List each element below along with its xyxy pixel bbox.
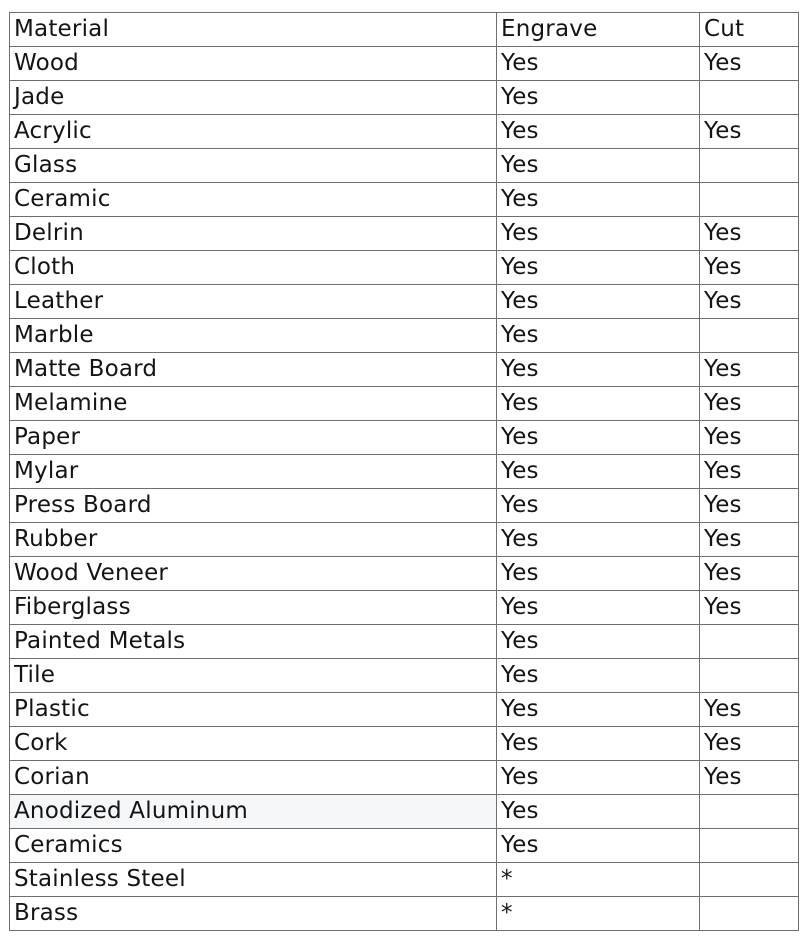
material-cell: Fiberglass: [10, 591, 497, 625]
engrave-cell: Yes: [497, 557, 700, 591]
table-row: [10, 149, 799, 183]
cut-cell: Yes: [700, 557, 799, 591]
table-row: [10, 795, 799, 829]
cut-cell: Yes: [700, 421, 799, 455]
engrave-cell: Yes: [497, 319, 700, 353]
engrave-cell: Yes: [497, 591, 700, 625]
header-material: Material: [10, 13, 497, 47]
table-row: [10, 625, 799, 659]
engrave-cell: Yes: [497, 659, 700, 693]
material-cell: Leather: [10, 285, 497, 319]
table-row: [10, 115, 799, 149]
materials-sheet: [9, 12, 799, 931]
material-cell: Anodized Aluminum: [10, 795, 497, 829]
material-cell: Tile: [10, 659, 497, 693]
table-row: [10, 421, 799, 455]
cut-cell: [700, 625, 799, 659]
table-row: [10, 863, 799, 897]
material-cell: Wood: [10, 47, 497, 81]
material-cell: Melamine: [10, 387, 497, 421]
engrave-cell: Yes: [497, 455, 700, 489]
cut-cell: Yes: [700, 47, 799, 81]
header-row: [10, 13, 799, 47]
table-row: [10, 761, 799, 795]
material-cell: Plastic: [10, 693, 497, 727]
engrave-cell: Yes: [497, 795, 700, 829]
material-cell: Paper: [10, 421, 497, 455]
cut-cell: [700, 863, 799, 897]
engrave-cell: Yes: [497, 217, 700, 251]
table-row: [10, 489, 799, 523]
material-cell: Brass: [10, 897, 497, 931]
material-cell: Press Board: [10, 489, 497, 523]
cut-cell: Yes: [700, 523, 799, 557]
materials-table: [9, 12, 799, 931]
engrave-cell: Yes: [497, 47, 700, 81]
material-cell: Ceramic: [10, 183, 497, 217]
engrave-cell: *: [497, 897, 700, 931]
cut-cell: [700, 149, 799, 183]
header-engrave: Engrave: [497, 13, 700, 47]
engrave-cell: Yes: [497, 81, 700, 115]
engrave-cell: Yes: [497, 149, 700, 183]
cut-cell: [700, 81, 799, 115]
material-cell: Marble: [10, 319, 497, 353]
cut-cell: Yes: [700, 251, 799, 285]
cut-cell: [700, 659, 799, 693]
table-row: [10, 523, 799, 557]
cut-cell: Yes: [700, 591, 799, 625]
table-row: [10, 81, 799, 115]
cut-cell: Yes: [700, 455, 799, 489]
table-row: [10, 557, 799, 591]
cut-cell: [700, 319, 799, 353]
material-cell: Corian: [10, 761, 497, 795]
engrave-cell: Yes: [497, 625, 700, 659]
engrave-cell: Yes: [497, 523, 700, 557]
engrave-cell: Yes: [497, 829, 700, 863]
engrave-cell: Yes: [497, 421, 700, 455]
table-row: [10, 455, 799, 489]
cut-cell: [700, 795, 799, 829]
cut-cell: Yes: [700, 693, 799, 727]
material-cell: Wood Veneer: [10, 557, 497, 591]
table-row: [10, 591, 799, 625]
engrave-cell: Yes: [497, 727, 700, 761]
cut-cell: Yes: [700, 353, 799, 387]
engrave-cell: *: [497, 863, 700, 897]
engrave-cell: Yes: [497, 693, 700, 727]
table-row: [10, 217, 799, 251]
table-row: [10, 693, 799, 727]
table-row: [10, 47, 799, 81]
cut-cell: Yes: [700, 761, 799, 795]
cut-cell: Yes: [700, 727, 799, 761]
cut-cell: [700, 829, 799, 863]
engrave-cell: Yes: [497, 489, 700, 523]
cut-cell: Yes: [700, 217, 799, 251]
material-cell: Acrylic: [10, 115, 497, 149]
cut-cell: Yes: [700, 489, 799, 523]
engrave-cell: Yes: [497, 387, 700, 421]
table-row: [10, 251, 799, 285]
cut-cell: Yes: [700, 387, 799, 421]
engrave-cell: Yes: [497, 353, 700, 387]
material-cell: Rubber: [10, 523, 497, 557]
cut-cell: [700, 183, 799, 217]
table-row: [10, 353, 799, 387]
table-row: [10, 659, 799, 693]
material-cell: Delrin: [10, 217, 497, 251]
engrave-cell: Yes: [497, 115, 700, 149]
table-row: [10, 387, 799, 421]
table-row: [10, 285, 799, 319]
material-cell: Cork: [10, 727, 497, 761]
cut-cell: [700, 897, 799, 931]
table-row: [10, 829, 799, 863]
table-row: [10, 727, 799, 761]
table-row: [10, 319, 799, 353]
material-cell: Painted Metals: [10, 625, 497, 659]
engrave-cell: Yes: [497, 285, 700, 319]
table-row: [10, 183, 799, 217]
cut-cell: Yes: [700, 285, 799, 319]
material-cell: Jade: [10, 81, 497, 115]
material-cell: Matte Board: [10, 353, 497, 387]
material-cell: Glass: [10, 149, 497, 183]
material-cell: Mylar: [10, 455, 497, 489]
engrave-cell: Yes: [497, 761, 700, 795]
material-cell: Ceramics: [10, 829, 497, 863]
table-row: [10, 897, 799, 931]
material-cell: Stainless Steel: [10, 863, 497, 897]
engrave-cell: Yes: [497, 183, 700, 217]
header-cut: Cut: [700, 13, 799, 47]
cut-cell: Yes: [700, 115, 799, 149]
engrave-cell: Yes: [497, 251, 700, 285]
material-cell: Cloth: [10, 251, 497, 285]
